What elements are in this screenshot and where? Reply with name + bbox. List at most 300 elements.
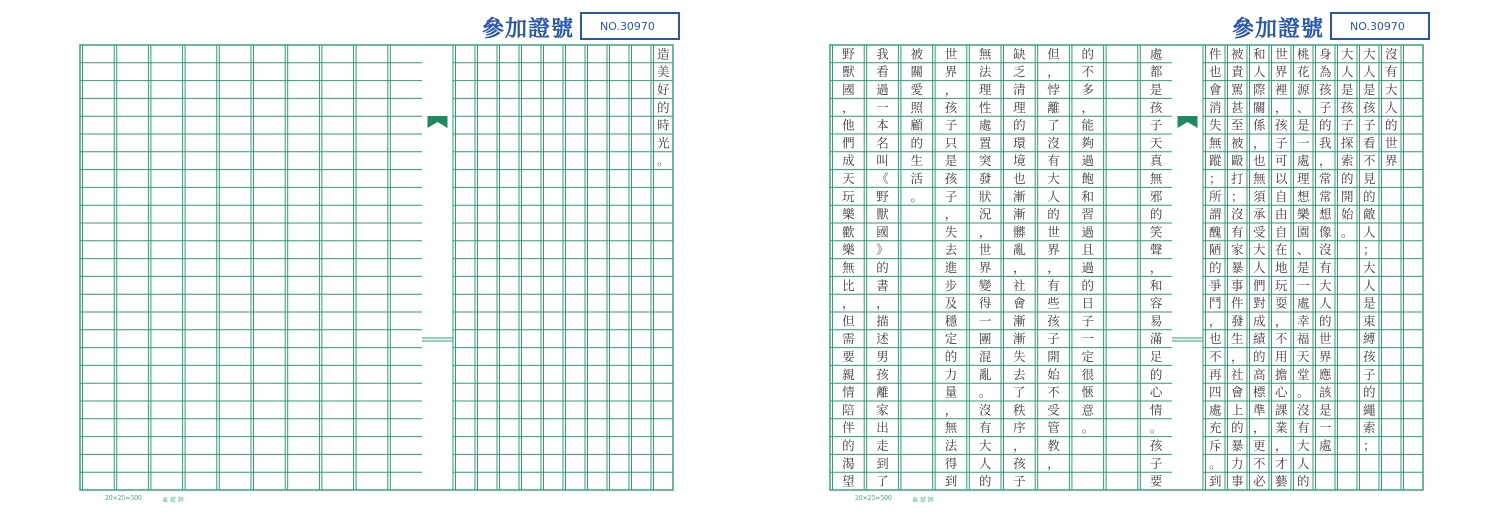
handwritten-char: 會 <box>1208 82 1222 97</box>
handwritten-char: 能 <box>1081 117 1095 133</box>
handwritten-char: 步 <box>944 277 958 293</box>
handwritten-char: 際 <box>1252 82 1266 97</box>
handwritten-char: 但 <box>1047 46 1060 62</box>
handwritten-char: 們 <box>1252 277 1266 293</box>
handwritten-char: 漸 <box>1013 331 1026 347</box>
handwritten-char: 他 <box>842 117 855 133</box>
handwritten-char: 漸 <box>1013 206 1026 222</box>
handwritten-char: 到 <box>876 455 889 471</box>
handwritten-char: 的 <box>1081 46 1095 62</box>
handwritten-char: 有 <box>1296 420 1310 436</box>
handwritten-char: ， <box>1047 455 1060 471</box>
handwritten-char: 社 <box>1013 277 1026 293</box>
handwritten-char: 會 <box>1013 295 1026 311</box>
handwritten-char: 天 <box>842 171 855 186</box>
handwritten-char: 力 <box>944 366 958 382</box>
handwritten-char: 教 <box>1047 438 1060 453</box>
handwritten-char: 課 <box>1274 402 1288 418</box>
handwritten-char: 和 <box>1252 46 1266 62</box>
handwritten-char: 不 <box>1274 331 1288 347</box>
handwritten-char: 沒 <box>1047 135 1060 151</box>
handwritten-char: 的 <box>1149 366 1163 382</box>
handwritten-char: 暴 <box>1230 260 1244 275</box>
handwritten-char: 國 <box>876 224 889 240</box>
handwritten-char: 性 <box>978 99 992 115</box>
handwritten-char: ， <box>1013 438 1026 453</box>
handwritten-char: 消 <box>1208 99 1222 115</box>
handwritten-char: 走 <box>876 438 889 453</box>
handwritten-char: 愛 <box>910 82 924 97</box>
handwritten-char: 也 <box>1013 171 1026 186</box>
handwritten-char: 探 <box>1340 135 1354 151</box>
handwritten-char: 子 <box>1340 117 1354 133</box>
handwritten-char: 件 <box>1208 46 1222 62</box>
handwritten-char: ， <box>944 206 958 222</box>
handwritten-char: 自 <box>1274 188 1288 204</box>
handwritten-char: 情 <box>1149 402 1163 418</box>
handwritten-char: 理 <box>1296 171 1310 186</box>
handwritten-char: 人 <box>1340 64 1354 80</box>
handwritten-char: 不 <box>1081 64 1095 80</box>
handwritten-char: 的 <box>1252 349 1266 364</box>
handwritten-char: 人 <box>1252 64 1266 80</box>
handwritten-char: 更 <box>1252 438 1266 453</box>
handwritten-char: 陪 <box>842 402 855 418</box>
handwritten-char: 好 <box>656 82 670 97</box>
handwritten-char: 子 <box>1318 99 1332 115</box>
handwritten-char: 蹤 <box>1208 153 1222 169</box>
handwritten-char: 世 <box>1047 224 1060 240</box>
handwritten-char: 自 <box>1274 224 1288 240</box>
handwritten-char: 孩 <box>1362 349 1376 364</box>
handwritten-char: 界 <box>1318 349 1332 364</box>
handwritten-char: 家 <box>876 402 889 418</box>
handwritten-char: 子 <box>944 117 958 133</box>
handwritten-char: 人 <box>1362 277 1376 293</box>
handwritten-char: 用 <box>1274 349 1288 364</box>
handwritten-char: 世 <box>944 46 958 62</box>
handwritten-char: 常 <box>1318 171 1332 186</box>
handwritten-char: 光 <box>656 135 670 151</box>
handwritten-char: 人 <box>1252 260 1266 275</box>
handwritten-char: 是 <box>1362 82 1376 97</box>
handwritten-char: ， <box>1274 99 1288 115</box>
handwritten-char: 應 <box>1318 366 1332 382</box>
registration-number-box: NO.30970 <box>1330 12 1430 40</box>
handwritten-char: 在 <box>1274 242 1288 258</box>
handwritten-char: 索 <box>1340 153 1354 169</box>
handwritten-char: 想 <box>1296 188 1310 204</box>
handwritten-char: 發 <box>1230 313 1244 329</box>
handwritten-char: ， <box>944 82 958 97</box>
handwritten-char: 至 <box>1230 117 1244 133</box>
handwritten-char: 一 <box>1318 420 1332 436</box>
handwritten-char: 境 <box>1013 153 1026 169</box>
registration-label: 參加證號 <box>1232 16 1325 42</box>
handwritten-char: 的 <box>1208 260 1222 275</box>
handwritten-char: 的 <box>656 99 670 115</box>
handwritten-char: 的 <box>876 260 889 275</box>
handwritten-char: ， <box>876 295 889 311</box>
handwritten-char: 過 <box>876 82 889 97</box>
handwritten-char: 被 <box>1230 135 1244 151</box>
handwritten-char: 爭 <box>1208 277 1222 293</box>
handwritten-char: 得 <box>978 295 992 311</box>
handwritten-char: ， <box>944 402 958 418</box>
handwritten-char: 望 <box>842 473 855 489</box>
handwritten-char: 子 <box>1047 331 1060 347</box>
handwritten-char: 成 <box>842 153 855 169</box>
handwritten-char: 了 <box>1013 384 1026 400</box>
handwritten-char: 缺 <box>1013 46 1026 62</box>
handwritten-char: 沒 <box>1296 402 1310 418</box>
handwritten-char: 。 <box>1149 420 1163 436</box>
handwritten-char: 必 <box>1252 473 1266 489</box>
handwritten-char: 的 <box>1362 188 1376 204</box>
handwritten-char: 書 <box>876 277 889 293</box>
handwritten-char: 我 <box>1318 135 1332 151</box>
handwritten-char: 孩 <box>1362 99 1376 115</box>
handwritten-char: 大 <box>1362 260 1376 275</box>
handwritten-char: 野 <box>876 188 889 204</box>
handwritten-char: 突 <box>978 153 992 169</box>
handwritten-char: 亂 <box>978 366 992 382</box>
handwritten-char: 獸 <box>876 206 889 222</box>
handwritten-char: 沒 <box>1318 242 1332 258</box>
handwritten-char: 該 <box>1318 384 1332 400</box>
handwritten-char: 被 <box>910 46 924 62</box>
handwritten-char: 的 <box>1318 117 1332 133</box>
handwritten-char: 關 <box>1252 99 1266 115</box>
handwritten-char: 身 <box>1318 46 1332 62</box>
handwritten-char: 易 <box>1149 313 1163 329</box>
handwritten-char: 績 <box>1252 331 1266 347</box>
handwritten-char: 事 <box>1230 277 1244 293</box>
handwritten-char: 看 <box>876 64 889 80</box>
handwritten-char: ； <box>1362 242 1376 258</box>
handwritten-char: 生 <box>910 153 924 169</box>
handwritten-char: 了 <box>876 473 889 489</box>
handwritten-char: 國 <box>842 82 855 97</box>
handwritten-char: 過 <box>1081 260 1095 275</box>
handwritten-char: 要 <box>842 349 855 364</box>
handwritten-char: 大 <box>1296 438 1310 453</box>
handwritten-char: 的 <box>1318 313 1332 329</box>
handwritten-char: 無 <box>944 420 958 436</box>
handwritten-char: 乏 <box>1013 64 1026 80</box>
handwritten-char: 打 <box>1230 171 1244 186</box>
handwritten-char: ， <box>842 99 855 115</box>
handwritten-char: 本 <box>876 117 889 133</box>
handwritten-char: 社 <box>1230 366 1244 382</box>
handwritten-char: 是 <box>1362 295 1376 311</box>
handwritten-char: 》 <box>876 242 889 258</box>
handwritten-char: 一 <box>1081 331 1095 347</box>
handwritten-char: 和 <box>1081 188 1095 204</box>
handwritten-char: 地 <box>1274 260 1288 275</box>
handwritten-char: ， <box>1274 313 1288 329</box>
handwritten-char: 也 <box>1252 153 1266 169</box>
handwritten-char: 描 <box>876 313 889 329</box>
handwritten-char: 樂 <box>842 206 855 222</box>
handwritten-char: 孩 <box>1149 438 1163 453</box>
handwritten-char: 混 <box>978 349 992 364</box>
handwritten-char: 的 <box>1081 277 1095 293</box>
handwritten-char: 親 <box>842 366 855 382</box>
handwritten-char: 悖 <box>1047 82 1060 97</box>
handwritten-char: 需 <box>842 331 855 347</box>
handwritten-char: 的 <box>910 135 924 151</box>
handwritten-char: ， <box>1318 153 1332 169</box>
handwritten-char: 受 <box>1047 402 1060 418</box>
registration-label: 參加證號 <box>482 16 575 42</box>
handwritten-char: 們 <box>842 135 855 151</box>
handwritten-char: ， <box>1047 64 1060 80</box>
handwritten-char: 開 <box>1047 349 1060 364</box>
grid-size-note: 20×25=500 <box>105 495 142 502</box>
handwritten-char: 可 <box>1274 153 1288 169</box>
handwritten-char: ， <box>1047 260 1060 275</box>
handwritten-char: 無 <box>842 260 855 275</box>
handwritten-char: 世 <box>1384 135 1398 151</box>
handwritten-char: 一 <box>1296 277 1310 293</box>
handwritten-char: 也 <box>1208 331 1222 347</box>
handwritten-char: 須 <box>1252 188 1266 204</box>
handwritten-char: 人 <box>1362 64 1376 80</box>
handwritten-char: 。 <box>1081 420 1095 436</box>
handwritten-char: 處 <box>1318 438 1332 453</box>
handwritten-char: 子 <box>1081 313 1095 329</box>
handwritten-char: 秩 <box>1013 402 1026 418</box>
handwritten-char: 成 <box>1252 313 1266 329</box>
handwritten-char: 界 <box>944 64 958 80</box>
handwritten-char: 大 <box>1384 82 1398 97</box>
handwritten-char: 法 <box>944 438 958 453</box>
handwritten-char: 子 <box>1362 366 1376 382</box>
handwritten-char: 不 <box>1208 349 1222 364</box>
handwritten-char: 世 <box>1318 331 1332 347</box>
handwritten-char: 且 <box>1081 242 1095 258</box>
handwritten-char: 一 <box>978 313 992 329</box>
handwritten-char: 源 <box>1296 82 1310 97</box>
handwritten-char: 大 <box>1340 46 1354 62</box>
handwritten-char: 大 <box>978 438 992 453</box>
handwritten-char: ， <box>1252 135 1266 151</box>
handwritten-char: 天 <box>1296 349 1310 364</box>
handwritten-char: 上 <box>1230 402 1244 418</box>
handwritten-char: 常 <box>1318 188 1332 204</box>
handwritten-char: 無 <box>978 46 992 62</box>
handwritten-char: 的 <box>1362 384 1376 400</box>
handwritten-char: 謂 <box>1208 206 1222 222</box>
handwritten-char: ， <box>978 224 992 240</box>
handwritten-char: 伴 <box>842 420 855 436</box>
handwritten-char: 樂 <box>842 242 855 258</box>
handwritten-char: 甚 <box>1230 99 1244 115</box>
handwritten-char: ， <box>1252 420 1266 436</box>
handwritten-char: 是 <box>944 153 958 169</box>
handwritten-char: 孩 <box>1047 313 1060 329</box>
bookmark-icon <box>1178 116 1198 128</box>
handwritten-char: 大 <box>1362 46 1376 62</box>
handwritten-char: 進 <box>944 260 958 275</box>
handwritten-char: 飽 <box>1081 171 1095 186</box>
handwritten-char: 高 <box>1252 366 1266 382</box>
handwritten-char: 家 <box>1230 242 1244 258</box>
handwritten-char: 日 <box>1081 295 1095 311</box>
grid-size-note: 20×25=500 <box>855 495 892 502</box>
handwritten-char: 也 <box>1208 64 1222 80</box>
handwritten-char: 足 <box>1149 349 1163 364</box>
registration-number-box: NO.30970 <box>580 12 680 40</box>
handwritten-char: 毆 <box>1230 153 1244 169</box>
handwritten-char: 幸 <box>1296 313 1310 329</box>
handwritten-char: 有 <box>1047 277 1060 293</box>
handwritten-char: 是 <box>1296 117 1310 133</box>
handwritten-char: 的 <box>1149 206 1163 222</box>
handwritten-char: 管 <box>1047 420 1060 436</box>
handwritten-char: 由 <box>1274 206 1288 222</box>
handwritten-char: 不 <box>1362 153 1376 169</box>
handwritten-char: 索 <box>1362 420 1376 436</box>
handwritten-char: ， <box>1013 260 1026 275</box>
handwritten-char: 是 <box>1149 82 1163 97</box>
handwritten-char: 福 <box>1296 331 1310 347</box>
handwritten-char: 、 <box>1296 99 1310 115</box>
handwritten-char: 孩 <box>1340 99 1354 115</box>
handwritten-char: 真 <box>1149 153 1163 169</box>
handwritten-char: 多 <box>1081 82 1095 97</box>
handwritten-char: 和 <box>1149 277 1163 293</box>
handwritten-char: 不 <box>1047 384 1060 400</box>
handwritten-char: 孩 <box>944 99 958 115</box>
handwritten-char: 孩 <box>944 171 958 186</box>
handwritten-char: 都 <box>1149 64 1163 80</box>
handwritten-char: 孩 <box>1318 82 1332 97</box>
handwritten-char: 束 <box>1362 313 1376 329</box>
handwritten-char: 大 <box>1318 277 1332 293</box>
handwritten-char: 無 <box>1149 171 1163 186</box>
handwritten-char: 是 <box>1296 260 1310 275</box>
handwritten-char: 子 <box>1362 117 1376 133</box>
handwritten-char: 的 <box>1047 206 1060 222</box>
handwritten-char: 心 <box>1274 384 1288 400</box>
handwritten-char: 花 <box>1296 64 1310 80</box>
handwritten-char: 耍 <box>1274 295 1288 311</box>
handwritten-char: 。 <box>978 384 992 400</box>
handwritten-char: 習 <box>1081 206 1095 222</box>
handwritten-char: 生 <box>1230 331 1244 347</box>
handwritten-char: 樂 <box>1296 206 1310 222</box>
handwritten-char: 顧 <box>910 117 924 133</box>
handwritten-char: 有 <box>1384 64 1398 80</box>
handwritten-char: 人 <box>1384 99 1398 115</box>
handwritten-char: 子 <box>1149 117 1163 133</box>
handwritten-char: 以 <box>1274 171 1288 186</box>
paper-maker-mark: 東 璟 牌 <box>912 497 934 504</box>
handwritten-char: 時 <box>656 117 670 133</box>
handwritten-char: 滿 <box>1149 331 1163 347</box>
handwritten-char: 人 <box>1296 455 1310 471</box>
handwritten-char: 愜 <box>1081 384 1095 400</box>
handwritten-char: 失 <box>944 224 958 240</box>
handwritten-char: 園 <box>1296 224 1310 240</box>
handwritten-char: ， <box>1149 260 1163 275</box>
handwritten-char: 對 <box>1252 295 1266 311</box>
paper-maker-mark: 東 璟 牌 <box>162 497 184 504</box>
handwritten-char: 始 <box>1047 366 1060 382</box>
handwritten-char: 沒 <box>1384 46 1398 62</box>
handwritten-char: 過 <box>1081 153 1095 169</box>
handwritten-char: 、 <box>1296 242 1310 258</box>
handwritten-char: 渴 <box>842 455 855 471</box>
handwritten-char: 充 <box>1208 420 1222 436</box>
handwritten-char: 暴 <box>1230 438 1244 453</box>
handwritten-char: 的 <box>842 438 855 453</box>
handwritten-char: 處 <box>1296 295 1310 311</box>
handwritten-char: 敵 <box>1362 206 1376 222</box>
handwritten-char: 的 <box>1296 473 1310 489</box>
handwritten-char: 失 <box>1208 117 1222 133</box>
handwritten-char: 孩 <box>876 366 889 382</box>
handwritten-char: 孩 <box>1149 99 1163 115</box>
handwritten-char: 承 <box>1252 206 1266 222</box>
handwritten-char: 件 <box>1230 295 1244 311</box>
handwritten-char: 團 <box>978 331 992 347</box>
handwritten-char: 造 <box>656 46 670 62</box>
handwritten-char: 離 <box>1047 99 1060 115</box>
handwritten-char: 序 <box>1013 420 1026 436</box>
handwritten-char: 罵 <box>1230 82 1244 97</box>
handwritten-char: 堂 <box>1296 366 1310 382</box>
handwritten-char: 清 <box>1013 82 1026 97</box>
handwritten-char: 事 <box>1230 473 1244 489</box>
handwritten-char: 發 <box>978 171 992 186</box>
handwritten-char: 離 <box>876 384 889 400</box>
handwritten-char: 力 <box>1230 455 1244 471</box>
handwritten-char: 情 <box>842 384 855 400</box>
handwritten-char: 繩 <box>1362 402 1376 418</box>
handwritten-char: 狀 <box>978 188 992 204</box>
handwritten-char: 標 <box>1252 384 1266 400</box>
handwritten-char: 一 <box>1296 135 1310 151</box>
handwritten-char: 理 <box>1013 99 1026 115</box>
handwritten-char: 桃 <box>1296 46 1310 62</box>
handwritten-char: 只 <box>944 135 958 151</box>
handwritten-char: 漸 <box>1013 188 1026 204</box>
handwritten-char: 髒 <box>1013 224 1026 240</box>
handwritten-char: 。 <box>656 153 670 169</box>
handwritten-char: 所 <box>1208 188 1222 204</box>
handwritten-char: 沒 <box>978 402 992 418</box>
handwritten-char: 環 <box>1013 135 1026 151</box>
handwritten-char: 出 <box>876 420 889 436</box>
handwritten-char: 是 <box>1318 402 1332 418</box>
handwritten-char: 述 <box>876 331 889 347</box>
handwritten-char: 的 <box>1013 117 1026 133</box>
handwritten-char: 準 <box>1252 402 1266 418</box>
handwritten-char: 天 <box>1149 135 1163 151</box>
handwritten-char: ， <box>1208 313 1222 329</box>
handwritten-char: 擔 <box>1274 366 1288 382</box>
handwritten-char: 斥 <box>1208 438 1222 453</box>
handwritten-char: 想 <box>1318 206 1332 222</box>
handwritten-char: 界 <box>978 260 992 275</box>
handwritten-char: 得 <box>944 455 958 471</box>
handwritten-char: 無 <box>1208 135 1222 151</box>
handwritten-char: 男 <box>876 349 889 364</box>
handwritten-char: 孩 <box>1013 455 1026 471</box>
